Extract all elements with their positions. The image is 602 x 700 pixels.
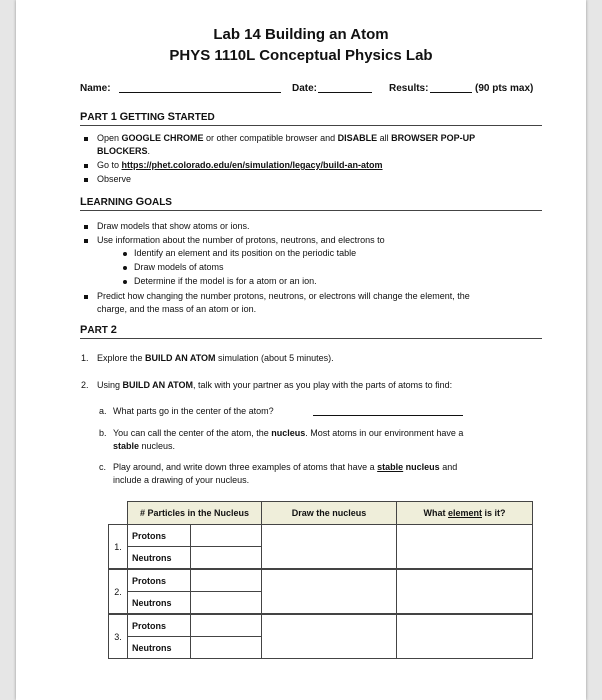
bullet-dot — [123, 280, 127, 284]
element-answer-cell[interactable] — [397, 525, 533, 570]
question-a-letter: a. — [99, 406, 107, 416]
step-go-to: Go to https://phet.colorado.edu/en/simulation/legacy/build-an-atom — [97, 160, 383, 170]
goal-predict-line2: charge, and the mass of an atom or ion. — [97, 304, 257, 314]
protons-input[interactable] — [191, 614, 262, 637]
table-row — [109, 569, 533, 592]
goal-draw-models: Draw models that show atoms or ions. — [97, 221, 250, 231]
subgoal-identify-element: Identify an element and its position on the periodic table — [134, 248, 357, 258]
neutrons-label: Neutrons — [128, 637, 191, 659]
name-label: Name: — [80, 83, 111, 94]
lab-title: Lab 14 Building an Atom — [213, 26, 389, 43]
phet-link[interactable]: https://phet.colorado.edu/en/simulation/legacy/build-an-atom — [121, 160, 383, 170]
row-number: 2. — [109, 569, 128, 614]
protons-label: Protons — [128, 569, 191, 592]
worksheet-page — [16, 0, 586, 700]
question-a-text: What parts go in the center of the atom? — [113, 406, 274, 416]
question-b-letter: b. — [99, 428, 107, 438]
element-answer-cell[interactable] — [397, 569, 533, 614]
bullet-square — [84, 164, 88, 168]
bullet-square — [84, 137, 88, 141]
date-label: Date: — [292, 83, 318, 94]
learning-goals-heading: LEARNING GOALS — [80, 196, 172, 208]
part1-heading: PART 1 GETTING STARTED — [80, 111, 215, 123]
neutrons-label: Neutrons — [128, 547, 191, 570]
neutrons-label: Neutrons — [128, 592, 191, 615]
draw-nucleus-cell[interactable] — [262, 569, 397, 614]
goals-divider — [80, 210, 542, 211]
bullet-dot — [123, 266, 127, 270]
step-observe: Observe — [97, 174, 132, 184]
header-draw-nucleus: Draw the nucleus — [262, 502, 397, 525]
part2-heading: PART 2 — [80, 324, 117, 336]
course-title: PHYS 1110L Conceptual Physics Lab — [169, 47, 433, 64]
question-2-text: Using BUILD AN ATOM, talk with your partner as you play with the parts of atoms to find: — [97, 380, 453, 390]
name-blank — [119, 83, 281, 93]
question-1-number: 1. — [81, 353, 89, 363]
points-label: (90 pts max) — [475, 83, 534, 94]
bullet-dot — [123, 252, 127, 256]
table-corner — [109, 502, 128, 525]
bullet-square — [84, 225, 88, 229]
neutrons-input[interactable] — [191, 592, 262, 615]
header-element: What element is it? — [397, 502, 533, 525]
subgoal-draw-models: Draw models of atoms — [134, 262, 224, 272]
header-particles: # Particles in the Nucleus — [128, 502, 262, 525]
step-open-browser: Open GOOGLE CHROME or other compatible browser and DISABLE all BROWSER POP-UP — [97, 133, 476, 143]
protons-label: Protons — [128, 525, 191, 547]
results-label: Results: — [389, 83, 429, 94]
nucleus-table — [108, 501, 533, 659]
question-c-letter: c. — [99, 462, 107, 472]
part1-divider — [80, 125, 542, 126]
table-row — [109, 525, 533, 547]
protons-input[interactable] — [191, 525, 262, 547]
part2-divider — [80, 338, 542, 339]
protons-input[interactable] — [191, 569, 262, 592]
table-row — [109, 614, 533, 637]
bullet-square — [84, 239, 88, 243]
goal-predict-line1: Predict how changing the number protons, neutrons, or electrons will change the element, the — [97, 291, 470, 301]
question-c-line2: include a drawing of your nucleus. — [113, 475, 250, 485]
bullet-square — [84, 178, 88, 182]
question-1-text: Explore the BUILD AN ATOM simulation (about 5 minutes). — [97, 353, 334, 363]
element-answer-cell[interactable] — [397, 614, 533, 659]
question-b-line2: stable nucleus. — [113, 441, 176, 451]
results-blank — [430, 83, 472, 93]
question-2-number: 2. — [81, 380, 89, 390]
draw-nucleus-cell[interactable] — [262, 525, 397, 570]
neutrons-input[interactable] — [191, 637, 262, 659]
table-header-row — [109, 502, 533, 525]
neutrons-input[interactable] — [191, 547, 262, 570]
date-blank — [318, 83, 372, 93]
row-number: 3. — [109, 614, 128, 659]
answer-blank-a[interactable] — [313, 406, 463, 416]
goal-use-information: Use information about the number of protons, neutrons, and electrons to — [97, 235, 385, 245]
question-c-line1: Play around, and write down three examples of atoms that have a stable nucleus and — [113, 462, 458, 472]
bullet-square — [84, 295, 88, 299]
draw-nucleus-cell[interactable] — [262, 614, 397, 659]
protons-label: Protons — [128, 614, 191, 637]
subgoal-atom-or-ion: Determine if the model is for a atom or an ion. — [134, 276, 317, 286]
row-number: 1. — [109, 525, 128, 570]
step-open-browser-cont: BLOCKERS. — [97, 146, 151, 156]
question-b-line1: You can call the center of the atom, the nucleus. Most atoms in our environment have a — [113, 428, 464, 438]
